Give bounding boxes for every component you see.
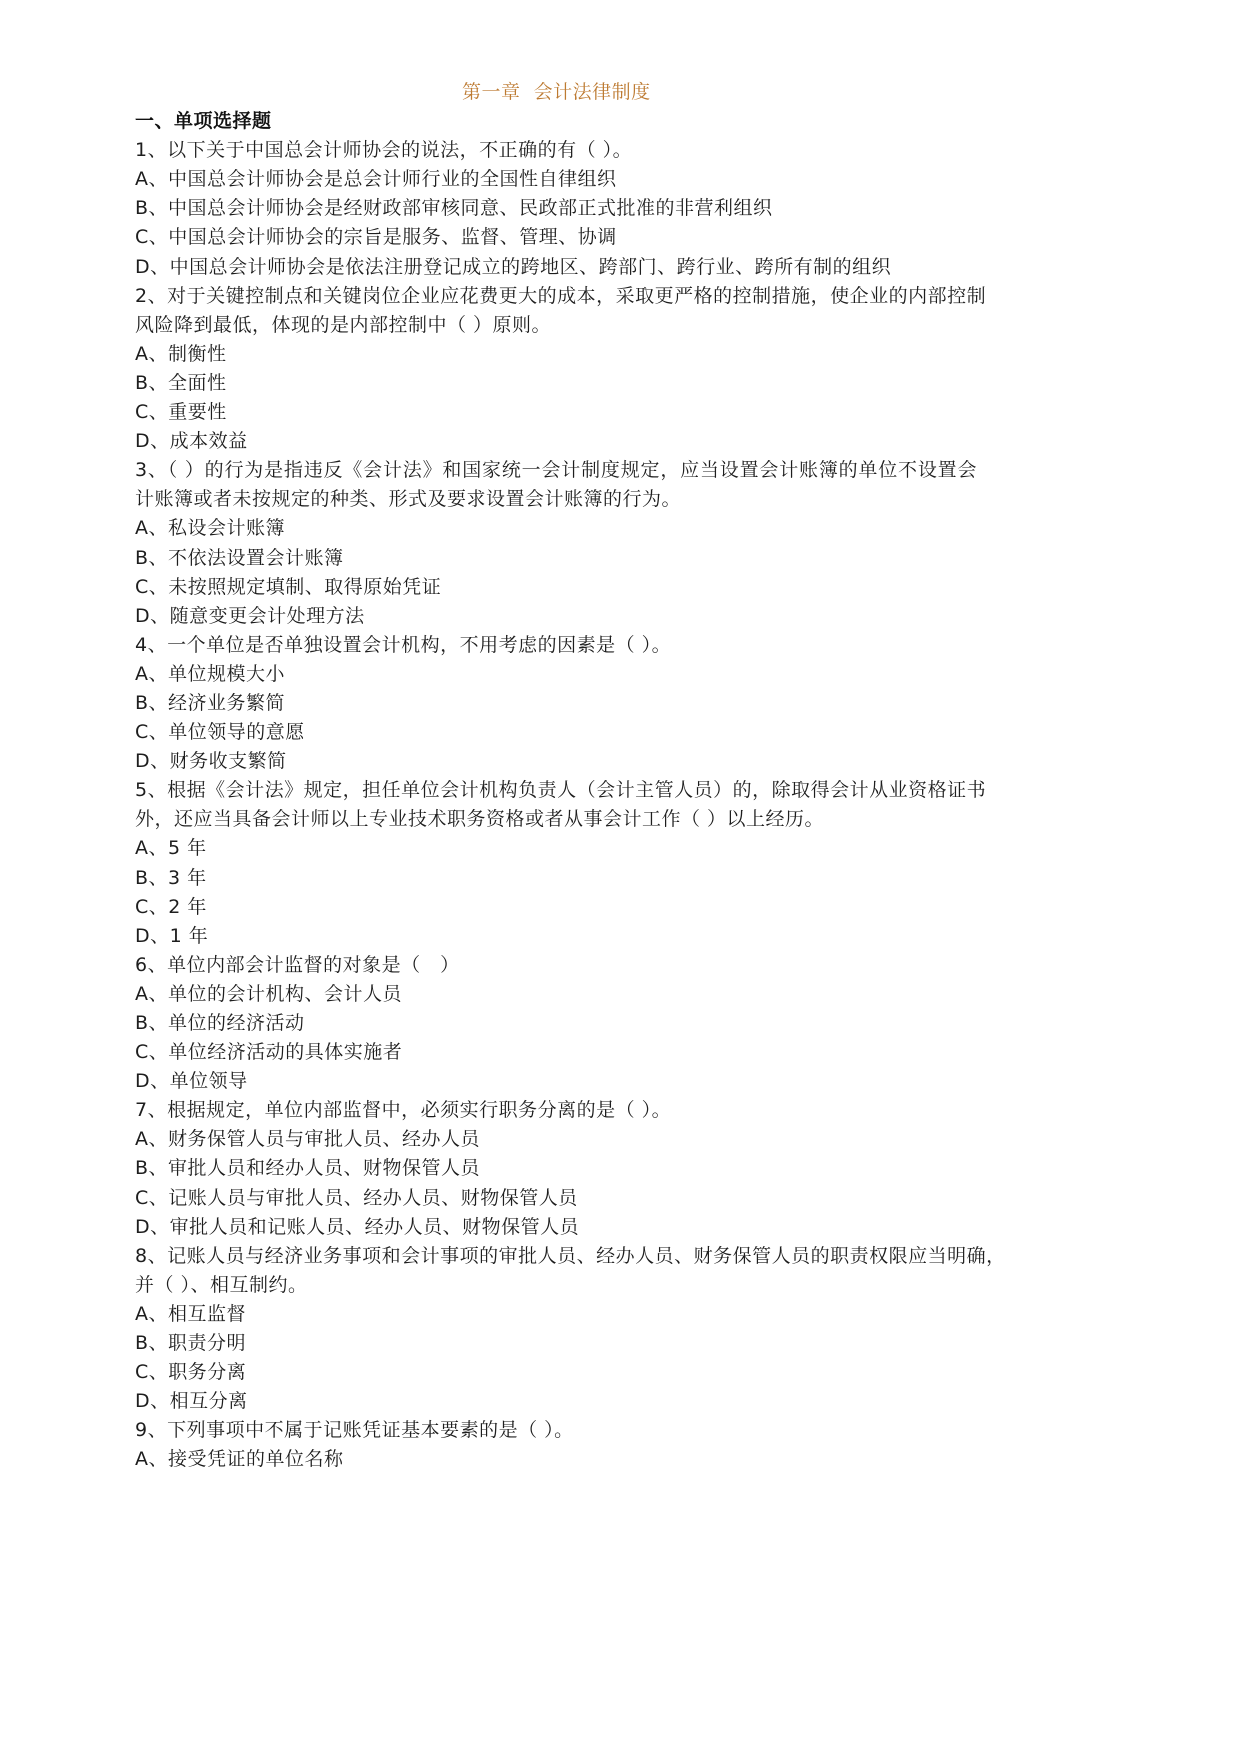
answer-option: D、1 年 — [135, 924, 209, 947]
answer-option: C、重要性 — [135, 401, 227, 424]
answer-option: C、记账人员与审批人员、经办人员、财物保管人员 — [135, 1186, 578, 1209]
answer-option: D、随意变更会计处理方法 — [135, 604, 365, 627]
answer-option: D、成本效益 — [135, 430, 248, 453]
document-title: 第一章 会计法律制度 — [462, 81, 651, 103]
question-3 — [135, 456, 977, 631]
answer-option: C、职务分离 — [135, 1361, 247, 1384]
answer-option: D、审批人员和记账人员、经办人员、财物保管人员 — [135, 1215, 580, 1238]
question-7 — [135, 1096, 977, 1241]
question-stem: 6、单位内部会计监督的对象是（ ） — [135, 953, 460, 976]
question-stem-continued: 计账簿或者未按规定的种类、形式及要求设置会计账簿的行为。 — [135, 488, 682, 511]
question-stem: 7、根据规定，单位内部监督中，必须实行职务分离的是（ ）。 — [135, 1099, 672, 1122]
answer-option: D、单位领导 — [135, 1070, 248, 1093]
question-stem: 2、对于关键控制点和关键岗位企业应花费更大的成本，采取更严格的控制措施，使企业的内部控制 — [135, 284, 987, 307]
answer-option: D、中国总会计师协会是依法注册登记成立的跨地区、跨部门、跨行业、跨所有制的组织 — [135, 255, 892, 278]
answer-option: B、单位的经济活动 — [135, 1012, 305, 1034]
answer-option: A、单位的会计机构、会计人员 — [135, 982, 402, 1005]
answer-option: A、私设会计账簿 — [135, 517, 285, 540]
question-stem: 5、根据《会计法》规定，担任单位会计机构负责人（会计主管人员）的，除取得会计从业资格证书 — [135, 779, 987, 802]
question-stem: 1、以下关于中国总会计师协会的说法，不正确的有（ ）。 — [135, 139, 633, 162]
answer-option: C、未按照规定填制、取得原始凭证 — [135, 575, 442, 598]
answer-option: D、财务收支繁简 — [135, 750, 287, 773]
question-stem: 3、（ ）的行为是指违反《会计法》和国家统一会计制度规定，应当设置会计账簿的单位不设置会 — [135, 459, 977, 482]
answer-option: B、不依法设置会计账簿 — [135, 546, 344, 569]
answer-option: B、职责分明 — [135, 1332, 247, 1355]
answer-option: B、全面性 — [135, 371, 227, 394]
question-6 — [135, 951, 977, 1096]
question-stem: 8、记账人员与经济业务事项和会计事项的审批人员、经办人员、财务保管人员的职责权限应当明确， — [135, 1244, 1006, 1267]
question-stem-continued: 并（ ）、相互制约。 — [135, 1273, 308, 1296]
question-stem: 4、一个单位是否单独设置会计机构，不用考虑的因素是（ ）。 — [135, 633, 672, 656]
section-heading: 一、单项选择题 — [135, 110, 272, 133]
question-1 — [135, 136, 977, 281]
answer-option: A、制衡性 — [135, 342, 227, 365]
answer-option: D、相互分离 — [135, 1390, 248, 1413]
answer-option: B、审批人员和经办人员、财物保管人员 — [135, 1157, 481, 1180]
answer-option: B、经济业务繁简 — [135, 691, 286, 714]
answer-option: A、相互监督 — [135, 1302, 246, 1325]
question-stem: 9、下列事项中不属于记账凭证基本要素的是（ ）。 — [135, 1419, 574, 1442]
question-2 — [135, 282, 987, 457]
answer-option: C、2 年 — [135, 895, 207, 918]
question-stem-continued: 外，还应当具备会计师以上专业技术职务资格或者从事会计工作（ ）以上经历。 — [135, 808, 825, 831]
answer-option: C、中国总会计师协会的宗旨是服务、监督、管理、协调 — [135, 226, 617, 249]
answer-option: C、单位领导的意愿 — [135, 721, 305, 744]
question-stem-continued: 风险降到最低，体现的是内部控制中（ ）原则。 — [135, 313, 552, 336]
answer-option: A、单位规模大小 — [135, 662, 285, 685]
answer-option: A、接受凭证的单位名称 — [135, 1448, 344, 1471]
answer-option: A、5 年 — [135, 837, 207, 860]
document-body — [135, 78, 1006, 1475]
answer-option: B、3 年 — [135, 866, 207, 889]
answer-option: A、财务保管人员与审批人员、经办人员 — [135, 1128, 480, 1151]
question-4 — [135, 631, 977, 776]
question-8 — [135, 1242, 1006, 1417]
answer-option: B、中国总会计师协会是经财政部审核同意、民政部正式批准的非营利组织 — [135, 197, 773, 220]
answer-option: A、中国总会计师协会是总会计师行业的全国性自律组织 — [135, 168, 617, 191]
question-9 — [135, 1416, 977, 1474]
answer-option: C、单位经济活动的具体实施者 — [135, 1041, 403, 1064]
question-5 — [135, 776, 987, 951]
